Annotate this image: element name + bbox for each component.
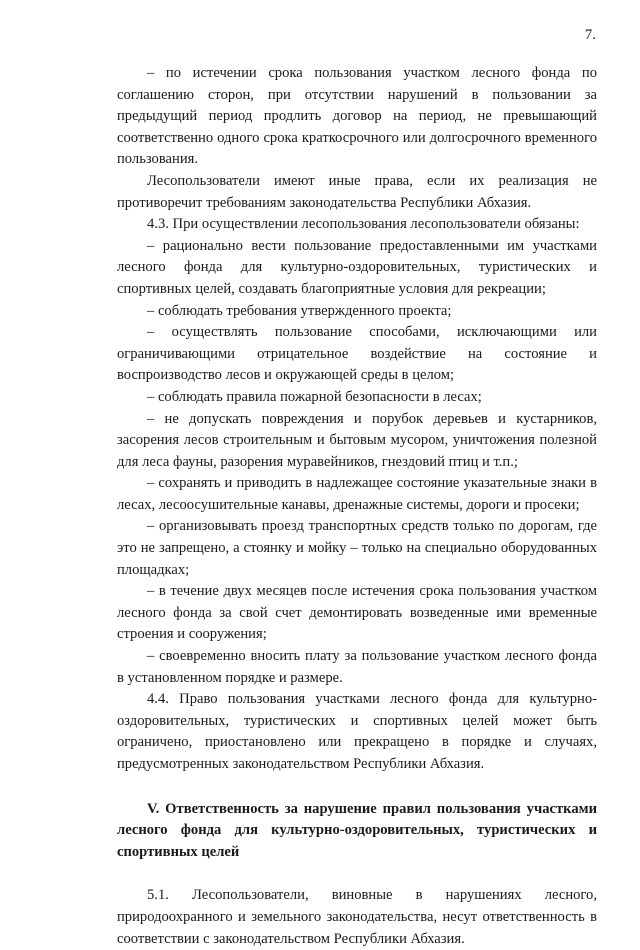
list-item: – своевременно вносить плату за пользование участком лесного фонда в установленном порядке и размере. [117, 648, 597, 686]
document-body [117, 63, 597, 950]
list-item: – в течение двух месяцев после истечения срока пользования участком лесного фонда за свой счет демонтировать возведенные ими временные строения и сооружения; [117, 583, 597, 643]
list-item: – соблюдать правила пожарной безопасности в лесах; [147, 388, 482, 405]
paragraph: 5.1. Лесопользователи, виновные в нарушениях лесного, природоохранного и земельного законодательства, несут ответственность в соответствии с законодательством Республики Абхазия. [117, 887, 597, 947]
paragraph: – по истечении срока пользования участком лесного фонда по соглашению сторон, при отсутствии нарушений в пользовании за предыдущий период продлить договор на период, не превышающий соответственно одного срока краткосрочного или долгосрочного временного пользования. [117, 65, 597, 168]
section-heading: V. Ответственность за нарушение правил пользования участками лесного фонда для культурно-оздоровительных, туристических и спортивных целей [117, 800, 597, 860]
list-item: – организовывать проезд транспортных средств только по дорогам, где это не запрещено, а стоянку и мойку – только на специально оборудованных площадках; [117, 518, 597, 578]
list-item: – сохранять и приводить в надлежащее состояние указательные знаки в лесах, лесоосушительные канавы, дренажные системы, дороги и просеки; [117, 475, 597, 513]
page-number: 7. [584, 27, 596, 43]
list-item: – не допускать повреждения и порубок деревьев и кустарников, засорения лесов строительным и бытовым мусором, уничтожения полезной для леса фауны, разорения муравейников, гнездовий птиц и т.п.; [117, 410, 597, 470]
paragraph: 4.4. Право пользования участками лесного фонда для культурно-оздоровительных, туристических и спортивных целей может быть ограничено, приостановлено или прекращено в порядке и случаях, предусмотренных законодательством Республики Абхазия. [117, 691, 597, 772]
paragraph: 4.3. При осуществлении лесопользования лесопользователи обязаны: [147, 216, 580, 233]
list-item: – рационально вести пользование предоставленными им участками лесного фонда для культурно-оздоровительных, туристических и спортивных целей, создавать благоприятные условия для рекреации; [117, 237, 597, 297]
list-item: – соблюдать требования утвержденного проекта; [147, 302, 452, 319]
paragraph: Лесопользователи имеют иные права, если их реализация не противоречит требованиям законодательства Республики Абхазия. [117, 172, 597, 211]
list-item: – осуществлять пользование способами, исключающими или ограничивающими отрицательное воздействие на состояние и воспроизводство лесов и окружающей среды в целом; [117, 324, 597, 384]
